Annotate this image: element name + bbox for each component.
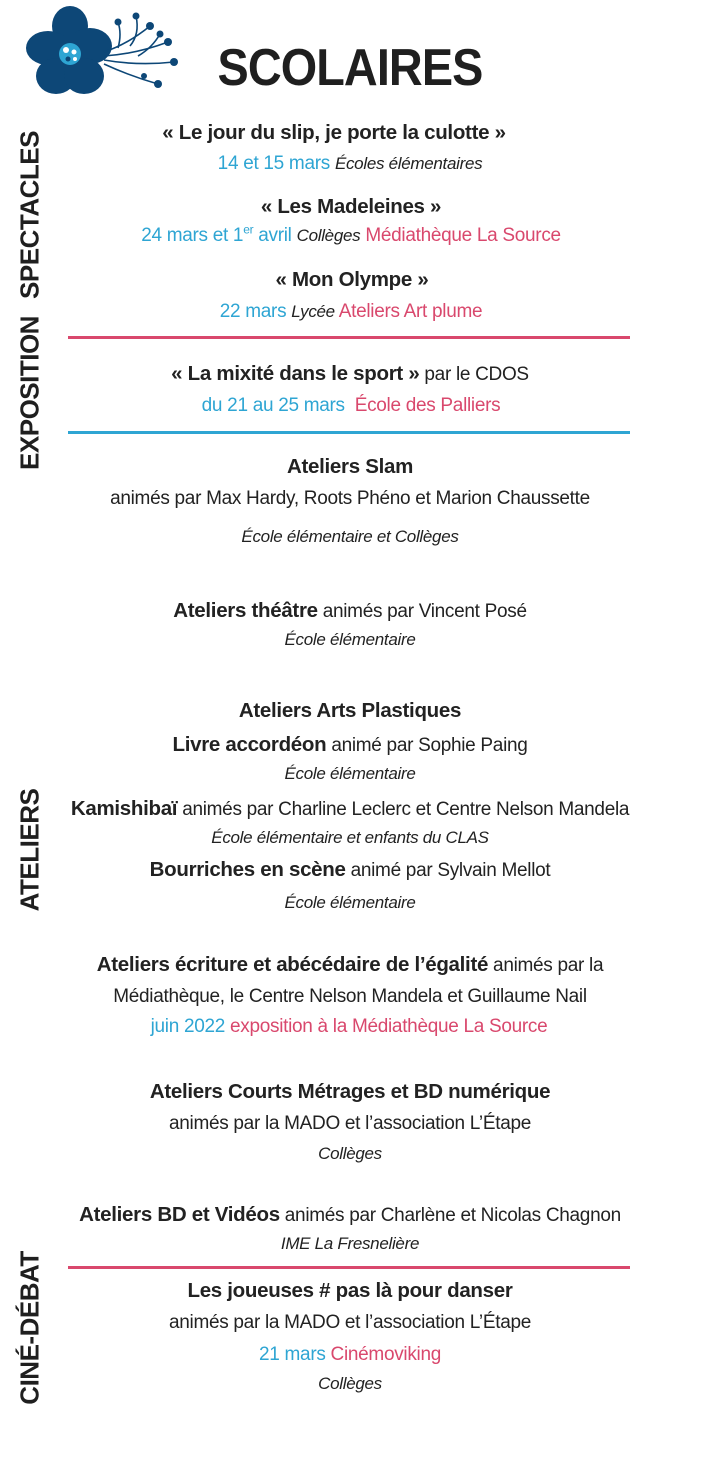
section-label-spectacles: SPECTACLES (14, 131, 45, 299)
cine-place: Cinémoviking (330, 1344, 441, 1365)
atelier-theatre-by: animés par Vincent Posé (317, 601, 527, 622)
atelier-slam-audience: École élémentaire et Collèges (241, 527, 459, 546)
exposition-place: École des Palliers (354, 395, 501, 416)
atelier-courts-audience: Collèges (318, 1144, 382, 1163)
cine-info (259, 1343, 441, 1367)
atelier-ecriture-info (151, 1015, 548, 1039)
spectacle-1-info (218, 152, 483, 176)
spectacle-3-audience: Lycée (291, 302, 335, 321)
atelier-kamishibai-title: Kamishibaï (70, 797, 178, 820)
atelier-arts-title: Ateliers Arts Plastiques (238, 699, 462, 722)
exposition-title: « La mixité dans le sport » (171, 362, 420, 385)
atelier-ecriture-date: juin 2022 (150, 1016, 226, 1037)
atelier-bd-title: Ateliers BD et Vidéos (79, 1203, 280, 1226)
atelier-bourriches-line (150, 858, 551, 883)
spectacle-1-audience: Écoles élémentaires (334, 154, 483, 173)
atelier-ecriture-line (97, 953, 603, 978)
atelier-courts-title: Ateliers Courts Métrages et BD numérique (149, 1080, 551, 1103)
atelier-ecriture-title: Ateliers écriture et abécédaire de l’égalité (96, 953, 489, 976)
spectacle-2-title: « Les Madeleines » (260, 195, 442, 218)
spectacle-2-date: 24 mars et 1er avril (141, 222, 292, 246)
spectacle-3-place: Ateliers Art plume (338, 301, 483, 322)
atelier-courts-by: animés par la MADO et l’association L’Étape (168, 1113, 532, 1134)
atelier-bourriches-title: Bourriches en scène (149, 858, 346, 881)
atelier-slam-by: animés par Max Hardy, Roots Phéno et Marion Chaussette (110, 488, 590, 509)
section-label-exposition: EXPOSITION (14, 316, 45, 470)
spectacle-2-place: Médiathèque La Source (365, 225, 561, 246)
spectacle-2-info (141, 224, 561, 248)
atelier-kamishibai-line (71, 797, 629, 822)
atelier-bourriches-audience: École élémentaire (284, 893, 416, 912)
atelier-bd-line (79, 1203, 621, 1228)
atelier-livre-line (172, 733, 527, 758)
atelier-livre-audience: École élémentaire (284, 764, 416, 783)
spectacle-3-date: 22 mars (219, 301, 287, 322)
divider-blue (68, 431, 630, 434)
atelier-theatre-title: Ateliers théâtre (173, 599, 318, 622)
spectacle-2-audience: Collèges (296, 226, 361, 245)
atelier-ecriture-by-2: Médiathèque, le Centre Nelson Mandela et Guillaume Nail (113, 986, 587, 1007)
exposition-date: du 21 au 25 mars (201, 395, 345, 416)
atelier-bd-audience: IME La Fresnelière (280, 1234, 420, 1253)
atelier-ecriture-by: animés par la (488, 955, 604, 976)
section-label-cine-debat: CINÉ-DÉBAT (14, 1251, 45, 1405)
divider-pink-1 (68, 336, 630, 339)
atelier-ecriture-place: exposition à la Médiathèque La Source (225, 1016, 548, 1037)
cine-audience: Collèges (318, 1374, 382, 1393)
exposition-info (202, 394, 501, 418)
divider-pink-2 (68, 1266, 630, 1269)
atelier-kamishibai-by: animés par Charline Leclerc et Centre Nelson Mandela (177, 799, 630, 820)
cine-title: Les joueuses # pas là pour danser (187, 1279, 513, 1302)
atelier-slam-title: Ateliers Slam (287, 455, 413, 478)
spectacle-3-title: « Mon Olympe » (275, 268, 429, 291)
spectacle-1-title: « Le jour du slip, je porte la culotte » (162, 121, 506, 144)
cine-date: 21 mars (259, 1344, 326, 1365)
atelier-theatre-audience: École élémentaire (284, 630, 416, 649)
atelier-kamishibai-audience: École élémentaire et enfants du CLAS (211, 828, 489, 847)
spectacle-1-date: 14 et 15 mars (217, 153, 330, 174)
atelier-livre-title: Livre accordéon (172, 733, 327, 756)
exposition-title-line (171, 362, 529, 387)
atelier-bourriches-by: animé par Sylvain Mellot (345, 860, 551, 881)
cine-by: animés par la MADO et l’association L’Étape (168, 1312, 532, 1333)
spectacle-3-info (220, 300, 483, 324)
atelier-bd-by: animés par Charlène et Nicolas Chagnon (279, 1205, 621, 1226)
page-title: SCOLAIRES (217, 39, 483, 97)
section-label-ateliers: ATELIERS (14, 788, 45, 912)
exposition-by: par le CDOS (419, 364, 529, 385)
atelier-livre-by: animé par Sophie Paing (326, 735, 528, 756)
atelier-theatre-line (173, 599, 526, 624)
